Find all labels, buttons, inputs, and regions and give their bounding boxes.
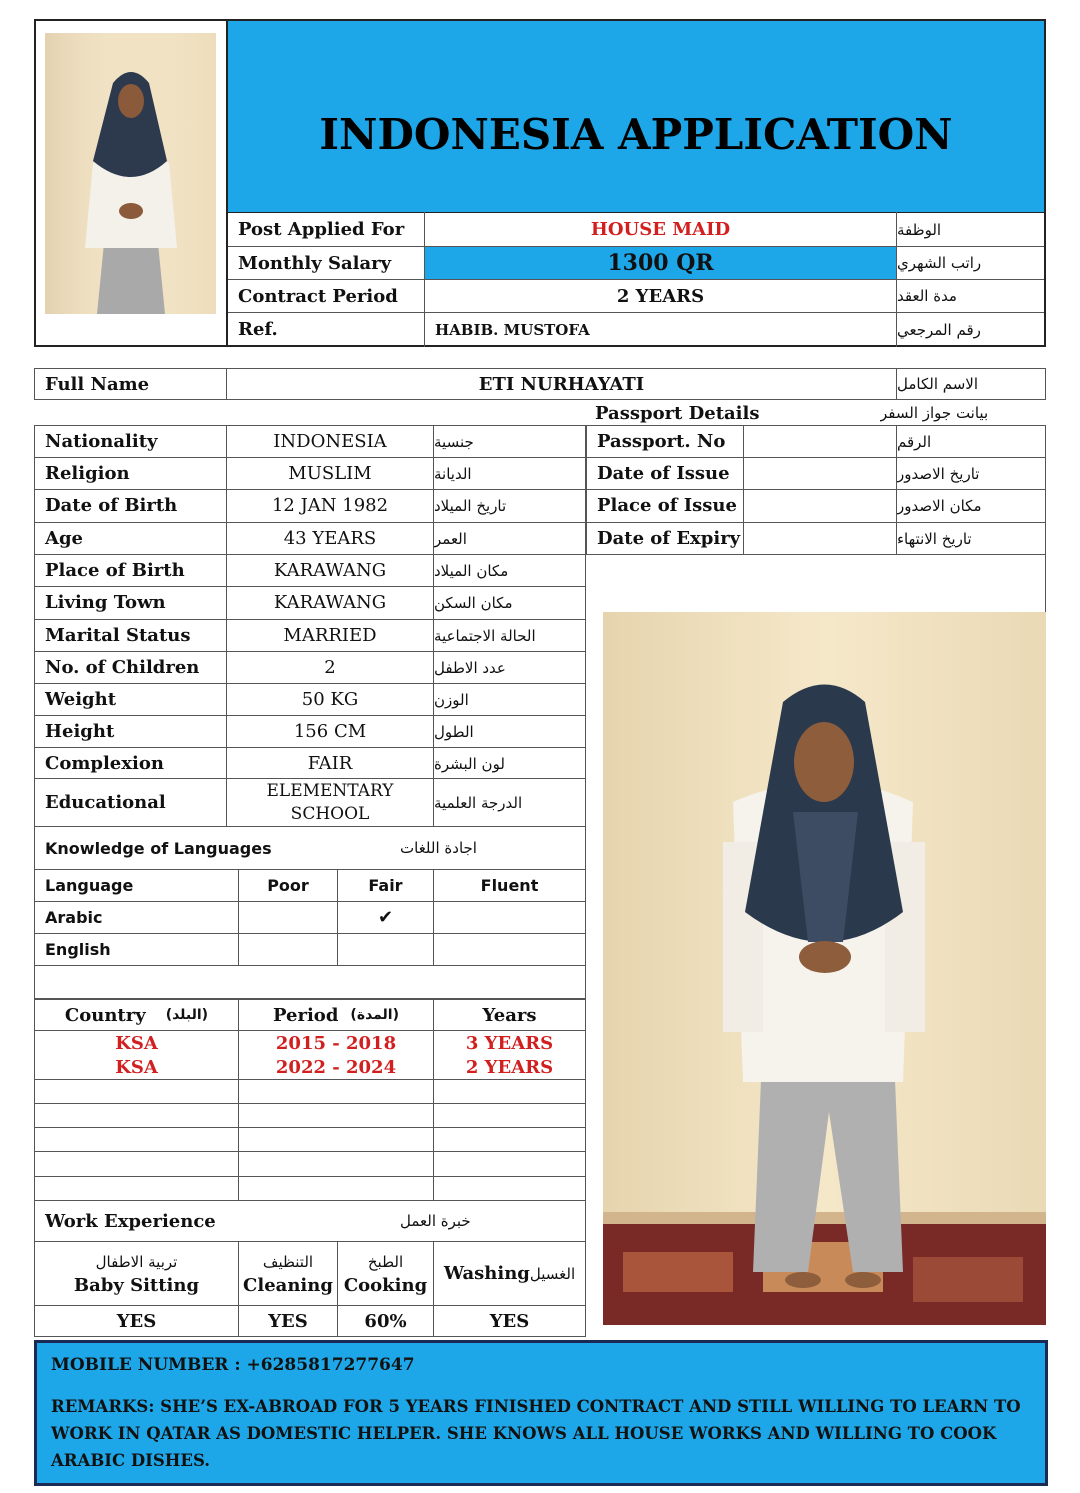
personal-value: KARAWANG: [273, 560, 387, 581]
personal-label-ar: الحالة الاجتماعية: [434, 626, 536, 645]
exp-header-country-en: Country: [64, 1004, 146, 1026]
personal-label: Age: [45, 528, 84, 549]
footer-box: [34, 1340, 1048, 1486]
personal-label-ar: مكان السكن: [434, 593, 513, 612]
personal-label-ar: الديانة: [434, 464, 472, 483]
skills-title: Work Experience: [45, 1210, 216, 1232]
exp-header-country-ar: (البلد): [165, 1007, 209, 1023]
lang-header-fair: Fair: [368, 876, 403, 895]
lang-english-poor: [239, 934, 337, 965]
personal-value: FAIR: [307, 753, 353, 774]
lang-header-language: Language: [45, 876, 134, 895]
exp-row-2-years: 2 YEARS: [465, 1056, 554, 1078]
skill-cooking-value: 60%: [364, 1311, 407, 1332]
passport-label: Passport. No: [597, 431, 726, 452]
personal-value: 43 YEARS: [283, 528, 377, 549]
fullname-value: ETI NURHAYATI: [478, 373, 645, 395]
passport-label-ar: مكان الاصدور: [897, 496, 982, 515]
passport-label-ar: تاريخ الاصدور: [897, 464, 980, 483]
lang-english-fair: [338, 934, 433, 965]
personal-value: KARAWANG: [273, 592, 387, 613]
personal-label-ar: العمر: [434, 529, 467, 548]
exp-header-period: [239, 1000, 433, 1030]
skill-baby-sitting: [35, 1242, 238, 1305]
title-banner: [228, 21, 1044, 212]
personal-label: Living Town: [45, 592, 166, 613]
ref-value: HABIB. MUSTOFA: [435, 320, 590, 339]
personal-label-ar: جنسية: [434, 432, 474, 451]
personal-label: Complexion: [45, 753, 164, 774]
personal-value: MARRIED: [283, 625, 377, 646]
passport-label: Date of Expiry: [597, 528, 741, 549]
exp-row-1-country: KSA: [115, 1032, 158, 1054]
skill-cleaning-ar: التنظيف: [262, 1252, 314, 1271]
personal-label: Height: [45, 721, 115, 742]
exp-header-country: [35, 1000, 238, 1030]
passport-title: Passport Details: [595, 402, 760, 424]
personal-label-ar: تاريخ الميلاد: [434, 496, 507, 515]
applicant-photo-small: [45, 33, 216, 314]
educational-label: Educational: [45, 792, 166, 813]
exp-row-1-period: 2015 - 2018: [275, 1032, 397, 1054]
remarks: REMARKS: SHE’S EX-ABROAD FOR 5 YEARS FINISHED CONTRACT AND STILL WILLING TO LEARN TO WORK IN QATAR AS DOMESTIC HELPER. SHE KNOWS ALL HOUSE WORKS AND WILLING TO COOK ARABIC DISHES.: [51, 1397, 1021, 1470]
post-label: Post Applied For: [238, 219, 405, 240]
lang-row-english: English: [45, 940, 111, 959]
skill-washing: [434, 1242, 585, 1305]
exp-row-1-years: 3 YEARS: [465, 1032, 554, 1054]
contract-value: 2 YEARS: [616, 285, 705, 307]
personal-label-ar: مكان الميلاد: [434, 561, 509, 580]
skill-cleaning-en: Cleaning: [243, 1274, 333, 1296]
lang-arabic-poor: [239, 902, 337, 933]
skill-washing-value: YES: [489, 1311, 530, 1332]
passport-value: [744, 426, 896, 457]
passport-value: [744, 490, 896, 521]
lang-header-poor: Poor: [267, 876, 309, 895]
educational-value: [227, 779, 433, 826]
educational-value-line1: ELEMENTARY: [266, 780, 394, 801]
skill-baby-sitting-value: YES: [116, 1311, 157, 1332]
exp-header-period-en: Period: [272, 1004, 339, 1026]
contract-label-ar: مدة العقد: [897, 287, 957, 305]
skill-cooking: [338, 1242, 433, 1305]
contract-label: Contract Period: [238, 285, 398, 307]
skill-cleaning-value: YES: [268, 1311, 308, 1332]
personal-label-ar: الطول: [434, 722, 474, 741]
passport-label-ar: تاريخ الانتهاء: [897, 529, 972, 548]
languages-title: Knowledge of Languages: [45, 838, 272, 858]
exp-row-2-country: KSA: [115, 1056, 158, 1078]
personal-value: INDONESIA: [273, 431, 387, 452]
lang-english-fluent: [434, 934, 585, 965]
skill-baby-sitting-en: Baby Sitting: [73, 1274, 200, 1296]
exp-row-2-period: 2022 - 2024: [275, 1056, 397, 1078]
languages-title-ar: اجادة اللغات: [400, 839, 477, 857]
personal-label-ar: عدد الاطفل: [434, 658, 506, 677]
educational-label-ar: الدرجة العلمية: [434, 793, 523, 812]
salary-label-ar: راتب الشهري: [897, 254, 982, 272]
personal-value: 156 CM: [293, 721, 367, 742]
personal-label: No. of Children: [45, 657, 200, 678]
lang-row-arabic: Arabic: [45, 908, 103, 927]
passport-value: [744, 523, 896, 554]
applicant-photo-large-image: [603, 612, 1046, 1325]
educational-value-line2: SCHOOL: [290, 803, 370, 824]
skills-title-ar: خبرة العمل: [400, 1212, 471, 1230]
passport-label: Place of Issue: [597, 495, 737, 516]
personal-label: Date of Birth: [45, 495, 178, 516]
personal-value: 12 JAN 1982: [271, 495, 389, 516]
personal-value: 2: [324, 657, 336, 678]
personal-value: MUSLIM: [288, 463, 372, 484]
skill-cooking-ar: الطبخ: [367, 1252, 404, 1271]
post-value: HOUSE MAID: [590, 219, 731, 240]
salary-label: Monthly Salary: [238, 252, 392, 274]
passport-label-ar: الرقم: [897, 432, 932, 451]
page-title: INDONESIA APPLICATION: [319, 110, 953, 159]
skill-washing-ar: الغسيل: [529, 1264, 576, 1283]
personal-label: Marital Status: [45, 625, 191, 646]
personal-label: Religion: [45, 463, 130, 484]
ref-label-ar: رقم المرجعي: [897, 320, 981, 339]
skill-cleaning: [239, 1242, 337, 1305]
applicant-photo-large: [603, 612, 1046, 1325]
exp-header-period-ar: (المدة): [350, 1007, 400, 1023]
personal-label: Nationality: [45, 431, 158, 452]
mobile-number: MOBILE NUMBER : +6285817277647: [51, 1355, 415, 1375]
skill-baby-sitting-ar: تربية الاطفال: [95, 1252, 178, 1271]
personal-label: Weight: [45, 689, 117, 710]
applicant-photo-small-image: [45, 33, 216, 314]
ref-label: Ref.: [238, 319, 278, 340]
personal-label-ar: لون البشرة: [434, 754, 505, 773]
fullname-label: Full Name: [45, 373, 150, 395]
skill-cooking-en: Cooking: [343, 1274, 428, 1296]
salary-value: 1300 QR: [425, 247, 896, 279]
passport-label: Date of Issue: [597, 463, 730, 484]
personal-label: Place of Birth: [45, 560, 185, 581]
exp-header-years: Years: [482, 1004, 537, 1026]
personal-label-ar: الوزن: [434, 690, 469, 709]
check-icon: ✔: [377, 907, 394, 928]
fullname-label-ar: الاسم الكامل: [897, 375, 979, 393]
post-label-ar: الوظفة: [897, 220, 942, 239]
personal-value: 50 KG: [301, 689, 359, 710]
passport-value: [744, 458, 896, 489]
skill-washing-en: Washing: [443, 1263, 530, 1284]
lang-header-fluent: Fluent: [480, 876, 539, 895]
lang-arabic-fluent: [434, 902, 585, 933]
passport-title-ar: بيانت جواز السفر: [880, 404, 989, 422]
